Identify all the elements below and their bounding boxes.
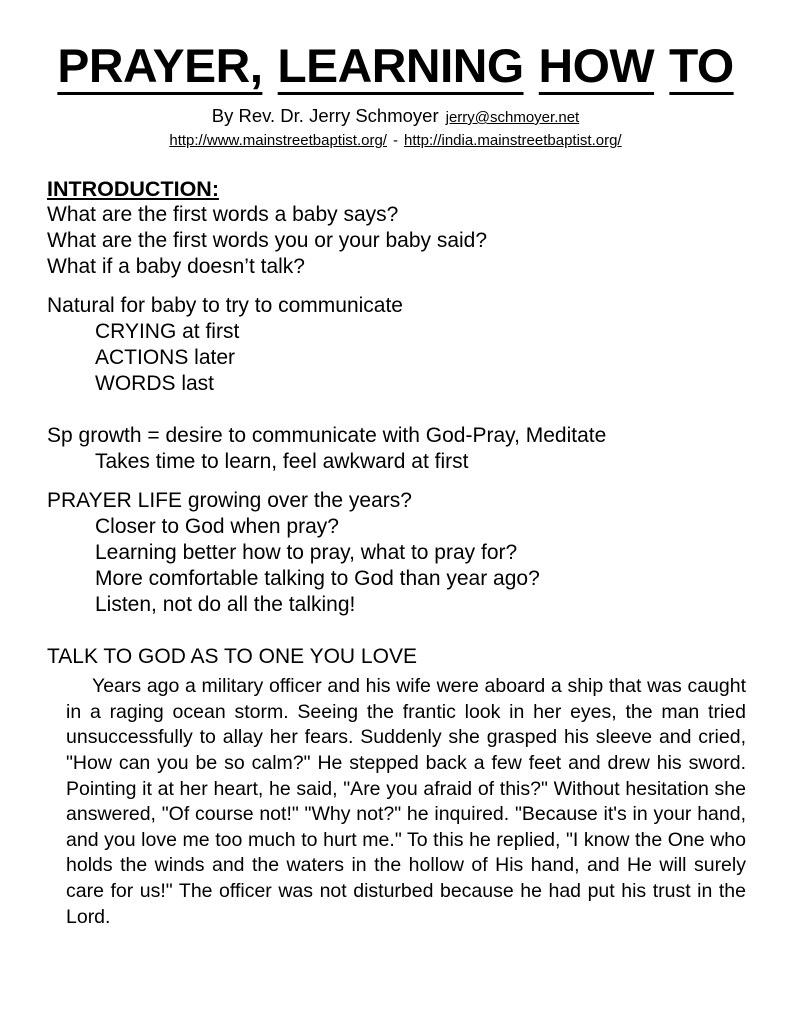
heading-introduction: INTRODUCTION:	[47, 177, 219, 202]
communicate-item-3: WORDS last	[95, 372, 215, 396]
prayer-life-item-3: More comfortable talking to God than year ago?	[95, 567, 540, 591]
title-word-3: HOW	[538, 42, 654, 95]
intro-line-1: What are the first words a baby says?	[47, 203, 399, 227]
growth-lead: Sp growth = desire to communicate with God-Pray, Meditate	[47, 424, 607, 448]
communicate-lead: Natural for baby to try to communicate	[47, 294, 403, 318]
communicate-item-2: ACTIONS later	[95, 346, 236, 370]
website-link-main[interactable]: http://www.mainstreetbaptist.org/	[169, 131, 387, 149]
prayer-life-item-4: Listen, not do all the talking!	[95, 593, 356, 617]
spacer	[47, 280, 745, 293]
document-body	[0, 176, 791, 930]
author-email-link[interactable]: jerry@schmoyer.net	[445, 108, 580, 126]
title-block	[0, 0, 791, 95]
prayer-life-item-1: Closer to God when pray?	[95, 515, 339, 539]
prayer-life-lead: PRAYER LIFE growing over the years?	[47, 489, 412, 513]
intro-line-3: What if a baby doesn’t talk?	[47, 255, 305, 279]
intro-line-2: What are the first words you or your baby said?	[47, 229, 488, 253]
website-links	[0, 131, 791, 151]
title-word-1: PRAYER,	[57, 42, 262, 95]
heading-talk-to-god: TALK TO GOD AS TO ONE YOU LOVE	[47, 645, 417, 669]
author-name: By Rev. Dr. Jerry Schmoyer	[211, 104, 439, 126]
story-paragraph: Years ago a military officer and his wife were aboard a ship that was caught in a raging ocean storm. Seeing the frantic look in her eyes, the man tried unsuccessfully to allay her fears. Suddenly she grasped his sleeve and cried, "How can you be so calm?" He stepped back a few feet and drew his sword. Pointing it at her heart, he said, "Are you afraid of this?" Without hesitation she answered, "Of course not!" "Why not?" he inquired. "Because it's in your hand, and you love me too much to hurt me." To this he replied, "I know the One who holds the winds and the waters in the hollow of His hand, and He will surely care for us!" The officer was not disturbed because he had put his trust in the Lord.	[66, 675, 746, 928]
prayer-life-item-2: Learning better how to pray, what to pray for?	[95, 541, 518, 565]
title-word-2: LEARNING	[277, 42, 523, 95]
byline	[0, 104, 791, 128]
document-title	[56, 39, 734, 95]
website-link-india[interactable]: http://india.mainstreetbaptist.org/	[403, 131, 622, 149]
spacer	[47, 475, 745, 488]
communicate-item-1: CRYING at first	[95, 320, 240, 344]
spacer	[47, 397, 745, 423]
title-word-4: TO	[669, 42, 734, 95]
links-separator: -	[392, 131, 398, 149]
spacer	[47, 618, 745, 644]
growth-item-1: Takes time to learn, feel awkward at first	[95, 450, 469, 474]
